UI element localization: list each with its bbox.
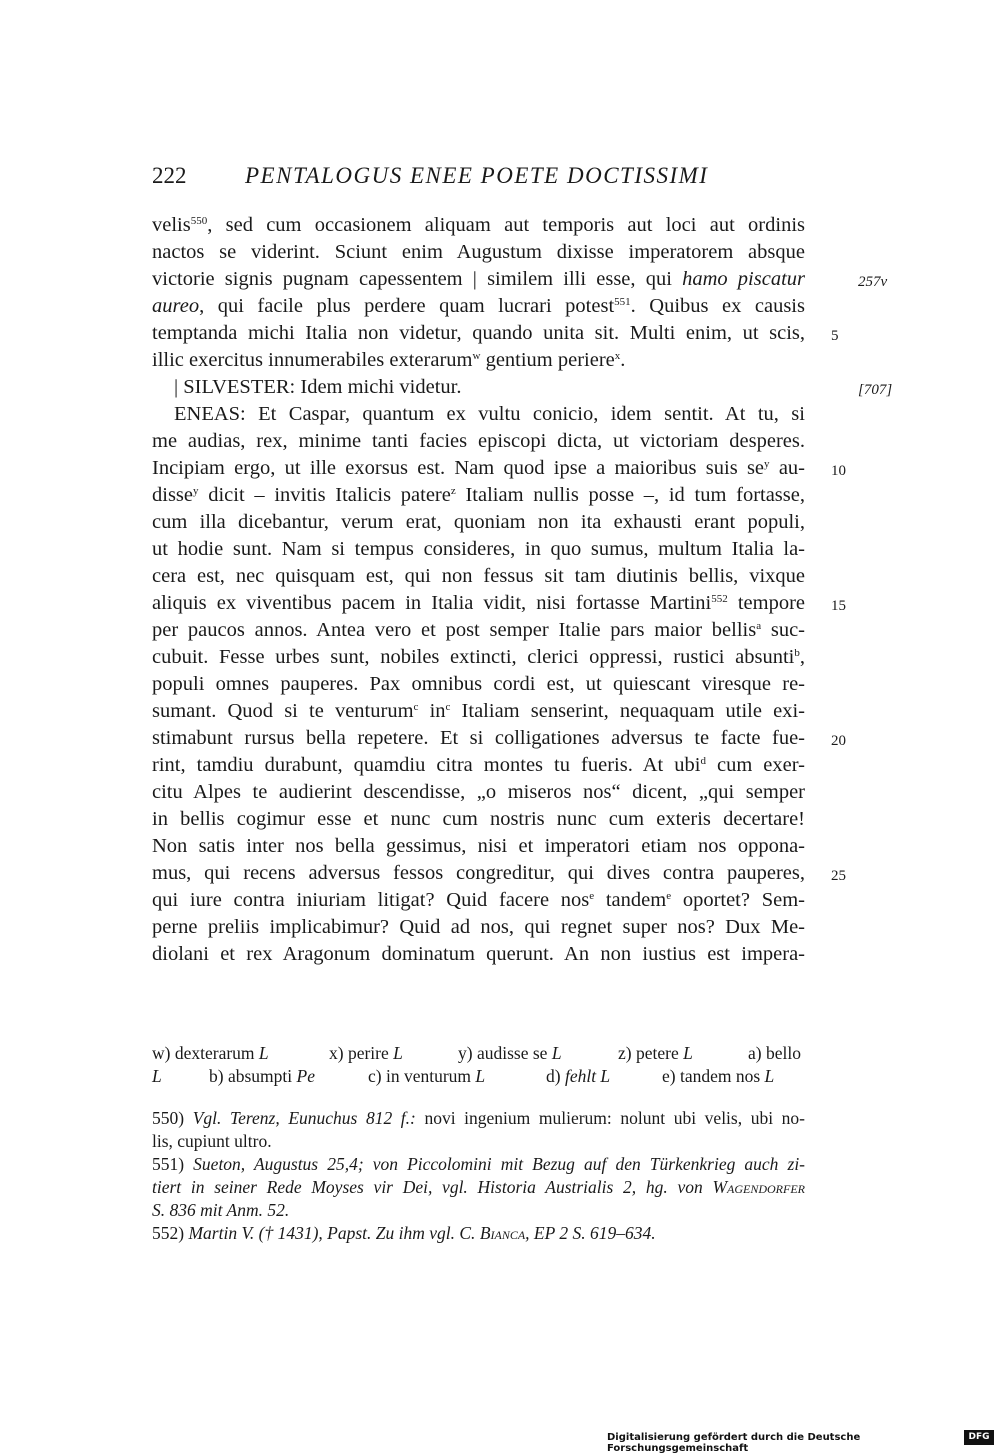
footnote-551: 551) Sueton, Augustus 25,4; von Piccolomini mit Bezug auf den Türkenkrieg auch zi- [152,1154,806,1174]
text-line-20: stimabunt rursus bella repetere. Et si colligationes adversus te facte fue- [152,727,805,749]
text-line-28: diolani et rex Aragonum dominatum querunt. An non iustius est impera- [152,943,805,965]
text-line-9: me audias, rex, minime tanti facies episcopi dicta, ut victoriam desperes. [152,430,805,452]
line-number: 5 [831,328,839,344]
line-number: 20 [831,733,846,749]
text-line-25: mus, qui recens adversus fessos congreditur, qui dives contra pauperes, [152,862,805,884]
footnote-551-cont: tiert in seiner Rede Moyses vir Dei, vgl. Historia Austrialis 2, hg. von Wagendorfer [152,1177,805,1197]
text-line-1: velis$^{550}$, sed cum occasionem aliquam aut temporis aut loci aut ordinis [152,214,805,236]
line-number: 10 [831,463,846,479]
funding-note: Digitalisierung gefördert durch die Deutsche Forschungsgemeinschaft [607,1432,861,1454]
text-line-8: ENEAS: Et Caspar, quantum ex vultu conicio, idem sentit. At tu, si [174,403,805,425]
text-line-7: | SILVESTER: Idem michi videtur. [174,376,462,398]
text-line-10: Incipiam ergo, ut ille exorsus est. Nam quod ipse a maioribus suis $se^y$ au- [152,457,805,479]
text-line-16: per paucos annos. Antea vero et post semper Italie pars maior bellis$^a$ suc- [152,619,805,641]
footnote-550: 550) Vgl. Terenz, Eunuchus 812 f.: novi ingenium mulierum: nolunt ubi velis, ubi no- [152,1108,805,1128]
footnote-552: 552) Martin V. († 1431), Papst. Zu ihm vgl. C. Bianca, EP 2 S. 619–634. [152,1223,656,1243]
text-line-24: Non satis inter nos bella gessimus, nisi et imperatori etiam nos oppona- [152,835,805,857]
text-line-27: perne preliis implicabimur? Quid ad nos, qui regnet super nos? Dux Me- [152,916,805,938]
running-title: PENTALOGUS ENEE POETE DOCTISSIMI [245,163,709,188]
text-line-14: cera est, nec quisquam est, qui non fessus sit tam diutinis bellis, vixque [152,565,805,587]
text-line-22: citu Alpes te audierint descendisse, „o miseros nos“ dicent, „qui semper [152,781,805,803]
text-line-17: cubuit. Fesse urbes sunt, nobiles extincti, clerici oppressi, rustici absunti$^b$, [152,646,805,668]
text-line-5: temptanda michi Italia non videtur, quando unita sit. Multi enim, ut scis, [152,322,805,344]
footnote-ref: 552 [711,593,728,605]
text-line-21: rint, tamdiu durabunt, quamdiu citra montes tu fueris. At ubi$^d$ cum exer- [152,754,805,776]
text-line-4: aureo, qui facile plus perdere quam lucrari potest$^{551}$. Quibus ex causis [152,295,805,317]
footnote-551-cont2: S. 836 mit Anm. 52. [152,1200,290,1220]
dfg-logo: DFG [964,1430,994,1445]
text-line-23: in bellis cogimur esse et nunc cum nostris nunc cum exteris decertare! [152,808,805,830]
text-line-26: qui iure contra iniuriam litigat? Quid facere nos$^e$ tandem$^e$ oportet? Sem- [152,889,805,911]
margin-section: [707] [858,382,893,398]
text-line-3: victorie signis pugnam capessentem | similem illi esse, qui hamo piscatur [152,268,806,290]
text-line-11: disse$^y$ dicit – invitis Italicis patere$^z$ Italiam nullis posse –, id tum fortasse, [152,484,805,506]
line-number: 25 [831,868,846,884]
margin-folio: 257v [858,274,888,290]
footnote-550-cont: lis, cupiunt ultro. [152,1131,272,1151]
footnote-ref: 551 [614,296,631,308]
text-line-15: aliquis ex viventibus pacem in Italia vidit, nisi fortasse Martini$^{552}$ tempore [152,592,805,614]
text-line-6: illic exercitus innumerabiles exterarum$^w$ gentium periere$^x$. [152,349,626,371]
text-line-18: populi omnes pauperes. Pax omnibus cordi est, ut quiescant viresque re- [152,673,805,695]
text-line-19: sumant. Quod si te venturum$^c$ $in^c$ Italiam senserint, nequaquam utile exi- [152,700,805,722]
page-number: 222 [152,163,187,188]
footnote-ref: 550 [190,215,208,227]
line-number: 15 [831,598,846,614]
text-line-2: nactos se viderint. Sciunt enim Augustum dixisse imperatorem absque [152,241,805,263]
text-line-13: ut hodie sunt. Nam si tempus consideres, in quo sumus, multum Italia la- [152,538,805,560]
text-line-12: cum illa dicebantur, verum erat, quoniam non ita exhausti erant populi, [152,511,805,533]
